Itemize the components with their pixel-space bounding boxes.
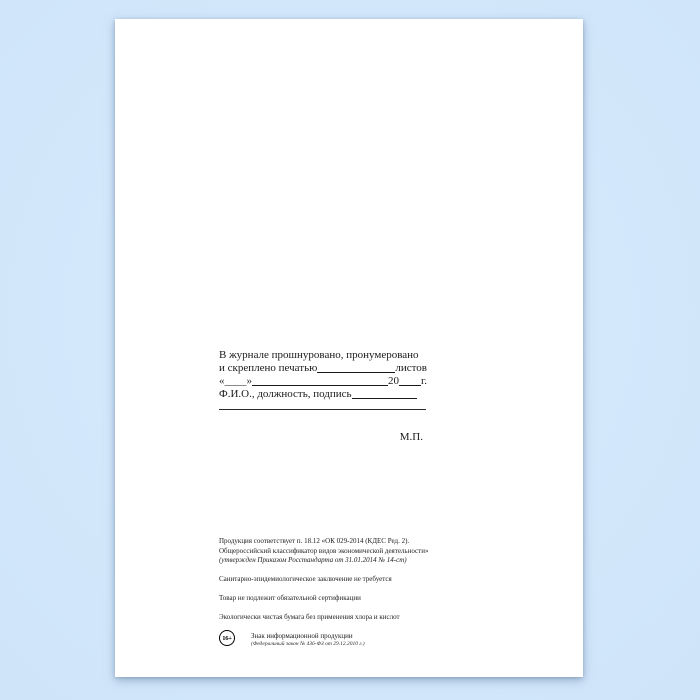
stamp-place-label: М.П. <box>399 431 423 443</box>
extra-signature-line <box>219 401 426 410</box>
compliance-line-3: (утвержден Приказом Росстандарта от 31.01.2014 № 14-ст) <box>219 556 407 564</box>
fio-position-signature-label: Ф.И.О., должность, подпись <box>219 388 352 400</box>
binding-line-2 <box>219 362 427 375</box>
statement-certification: Товар не подлежит обязательной сертификации <box>219 594 361 602</box>
certification-statements <box>219 575 400 632</box>
binding-line-1: В журнале прошнуровано, пронумеровано <box>219 349 419 361</box>
age-mark-block <box>219 630 365 648</box>
signature-blank <box>352 398 417 399</box>
binding-certification-block <box>219 349 427 444</box>
year-suffix: г. <box>420 375 427 387</box>
binding-line-2-text: и скреплено печатью <box>219 362 318 374</box>
binding-line-2-suffix: листов <box>395 362 427 374</box>
age-16-plus-icon: 16+ <box>219 630 235 646</box>
sheets-count-blank <box>317 372 395 373</box>
statement-sanitary: Санитарно-эпидемиологическое заключение не требуется <box>219 575 392 583</box>
month-blank <box>252 385 388 386</box>
age-mark-title: Знак информационной продукции <box>251 632 353 640</box>
compliance-block <box>219 537 428 566</box>
compliance-line-1: Продукция соответствует п. 18.12 «ОК 029-2014 (КДЕС Ред. 2). <box>219 537 410 545</box>
age-mark-text <box>251 630 365 648</box>
compliance-line-2: Общероссийский классификатор видов экономической деятельности» <box>219 546 429 555</box>
journal-back-page <box>115 19 583 677</box>
year-century: 20 <box>387 375 399 387</box>
binding-line-3-date <box>219 375 427 388</box>
statement-eco-paper: Экологически чистая бумага без применения хлора и кислот <box>219 613 400 621</box>
day-quotes-blank: «____» <box>219 375 252 387</box>
year-blank <box>399 385 421 386</box>
binding-line-4 <box>219 388 427 401</box>
age-mark-law: (Федеральный закон № 436-ФЗ от 29.12.2010 г.) <box>251 641 365 647</box>
